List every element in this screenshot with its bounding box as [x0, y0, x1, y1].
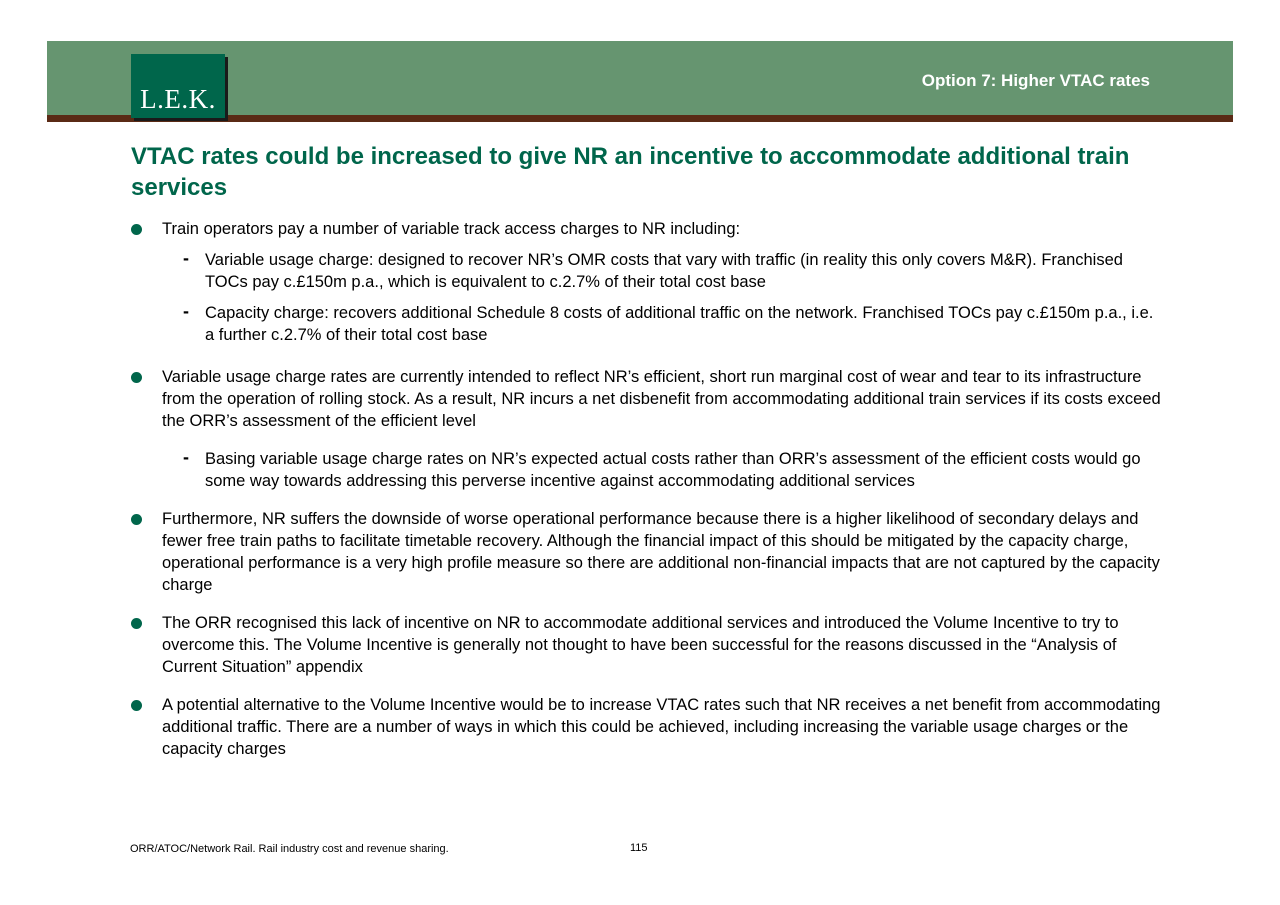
footer-source: ORR/ATOC/Network Rail. Rail industry cost and revenue sharing.	[130, 843, 449, 855]
bullet-text: Furthermore, NR suffers the downside of worse operational performance because there is a higher likelihood of secondary delays and fewer free train paths to facilitate timetable recovery. Although the financial impact of this should be mitigated by the capacity charge, operational performance is a very high profile measure so there are additional non-financial impacts that are not captured by the capacity charge	[162, 510, 1160, 594]
dash-icon: -	[183, 447, 189, 467]
dash-icon: -	[183, 301, 189, 321]
bullet-dot-icon	[131, 514, 142, 525]
sub-item-text: Basing variable usage charge rates on NR’s expected actual costs rather than ORR’s assessment of the efficient costs would go some way towards addressing this perverse incentive against accommodating additional services	[205, 450, 1141, 490]
bullet-dot-icon	[131, 372, 142, 383]
sub-item	[183, 248, 1161, 293]
bullet-item	[131, 366, 1161, 492]
bullet-text: Variable usage charge rates are currently intended to reflect NR’s efficient, short run marginal cost of wear and tear to its infrastructure from the operation of rolling stock. As a result, NR incurs a net disbenefit from accommodating additional train services if its costs exceed the ORR’s assessment of the efficient level	[162, 368, 1161, 430]
sub-item	[183, 447, 1161, 492]
section-label: Option 7: Higher VTAC rates	[921, 71, 1150, 90]
bullet-item	[131, 218, 1161, 346]
slide-title: VTAC rates could be increased to give NR an incentive to accommodate additional train services	[131, 143, 1130, 201]
bullet-dot-icon	[131, 700, 142, 711]
sub-item	[183, 301, 1161, 346]
company-logo: L.E.K.	[131, 54, 225, 118]
dash-icon: -	[183, 248, 189, 268]
bullet-item	[131, 612, 1161, 678]
bullet-text: The ORR recognised this lack of incentive on NR to accommodate additional services and introduced the Volume Incentive to try to overcome this. The Volume Incentive is generally not thought to have been successful for the reasons discussed in the “Analysis of Current Situation” appendix	[162, 614, 1119, 676]
sub-list	[162, 249, 1161, 346]
page-number: 115	[630, 842, 648, 854]
sub-item-text: Capacity charge: recovers additional Schedule 8 costs of additional traffic on the network. Franchised TOCs pay c.£150m p.a., i.e. a further c.2.7% of their total cost base	[205, 304, 1154, 344]
bullet-dot-icon	[131, 224, 142, 235]
bullet-item	[131, 694, 1161, 760]
bullet-item	[131, 508, 1161, 596]
sub-list	[162, 448, 1161, 492]
bullet-list	[131, 218, 1161, 776]
bullet-text: A potential alternative to the Volume Incentive would be to increase VTAC rates such that NR receives a net benefit from accommodating additional traffic. There are a number of ways in which this could be achieved, including increasing the variable usage charges or the capacity charges	[162, 696, 1161, 758]
bullet-dot-icon	[131, 618, 142, 629]
bullet-text: Train operators pay a number of variable track access charges to NR including:	[162, 220, 741, 238]
sub-item-text: Variable usage charge: designed to recover NR’s OMR costs that vary with traffic (in reality this only covers M&R). Franchised TOCs pay c.£150m p.a., which is equivalent to c.2.7% of their total cost base	[205, 251, 1123, 291]
